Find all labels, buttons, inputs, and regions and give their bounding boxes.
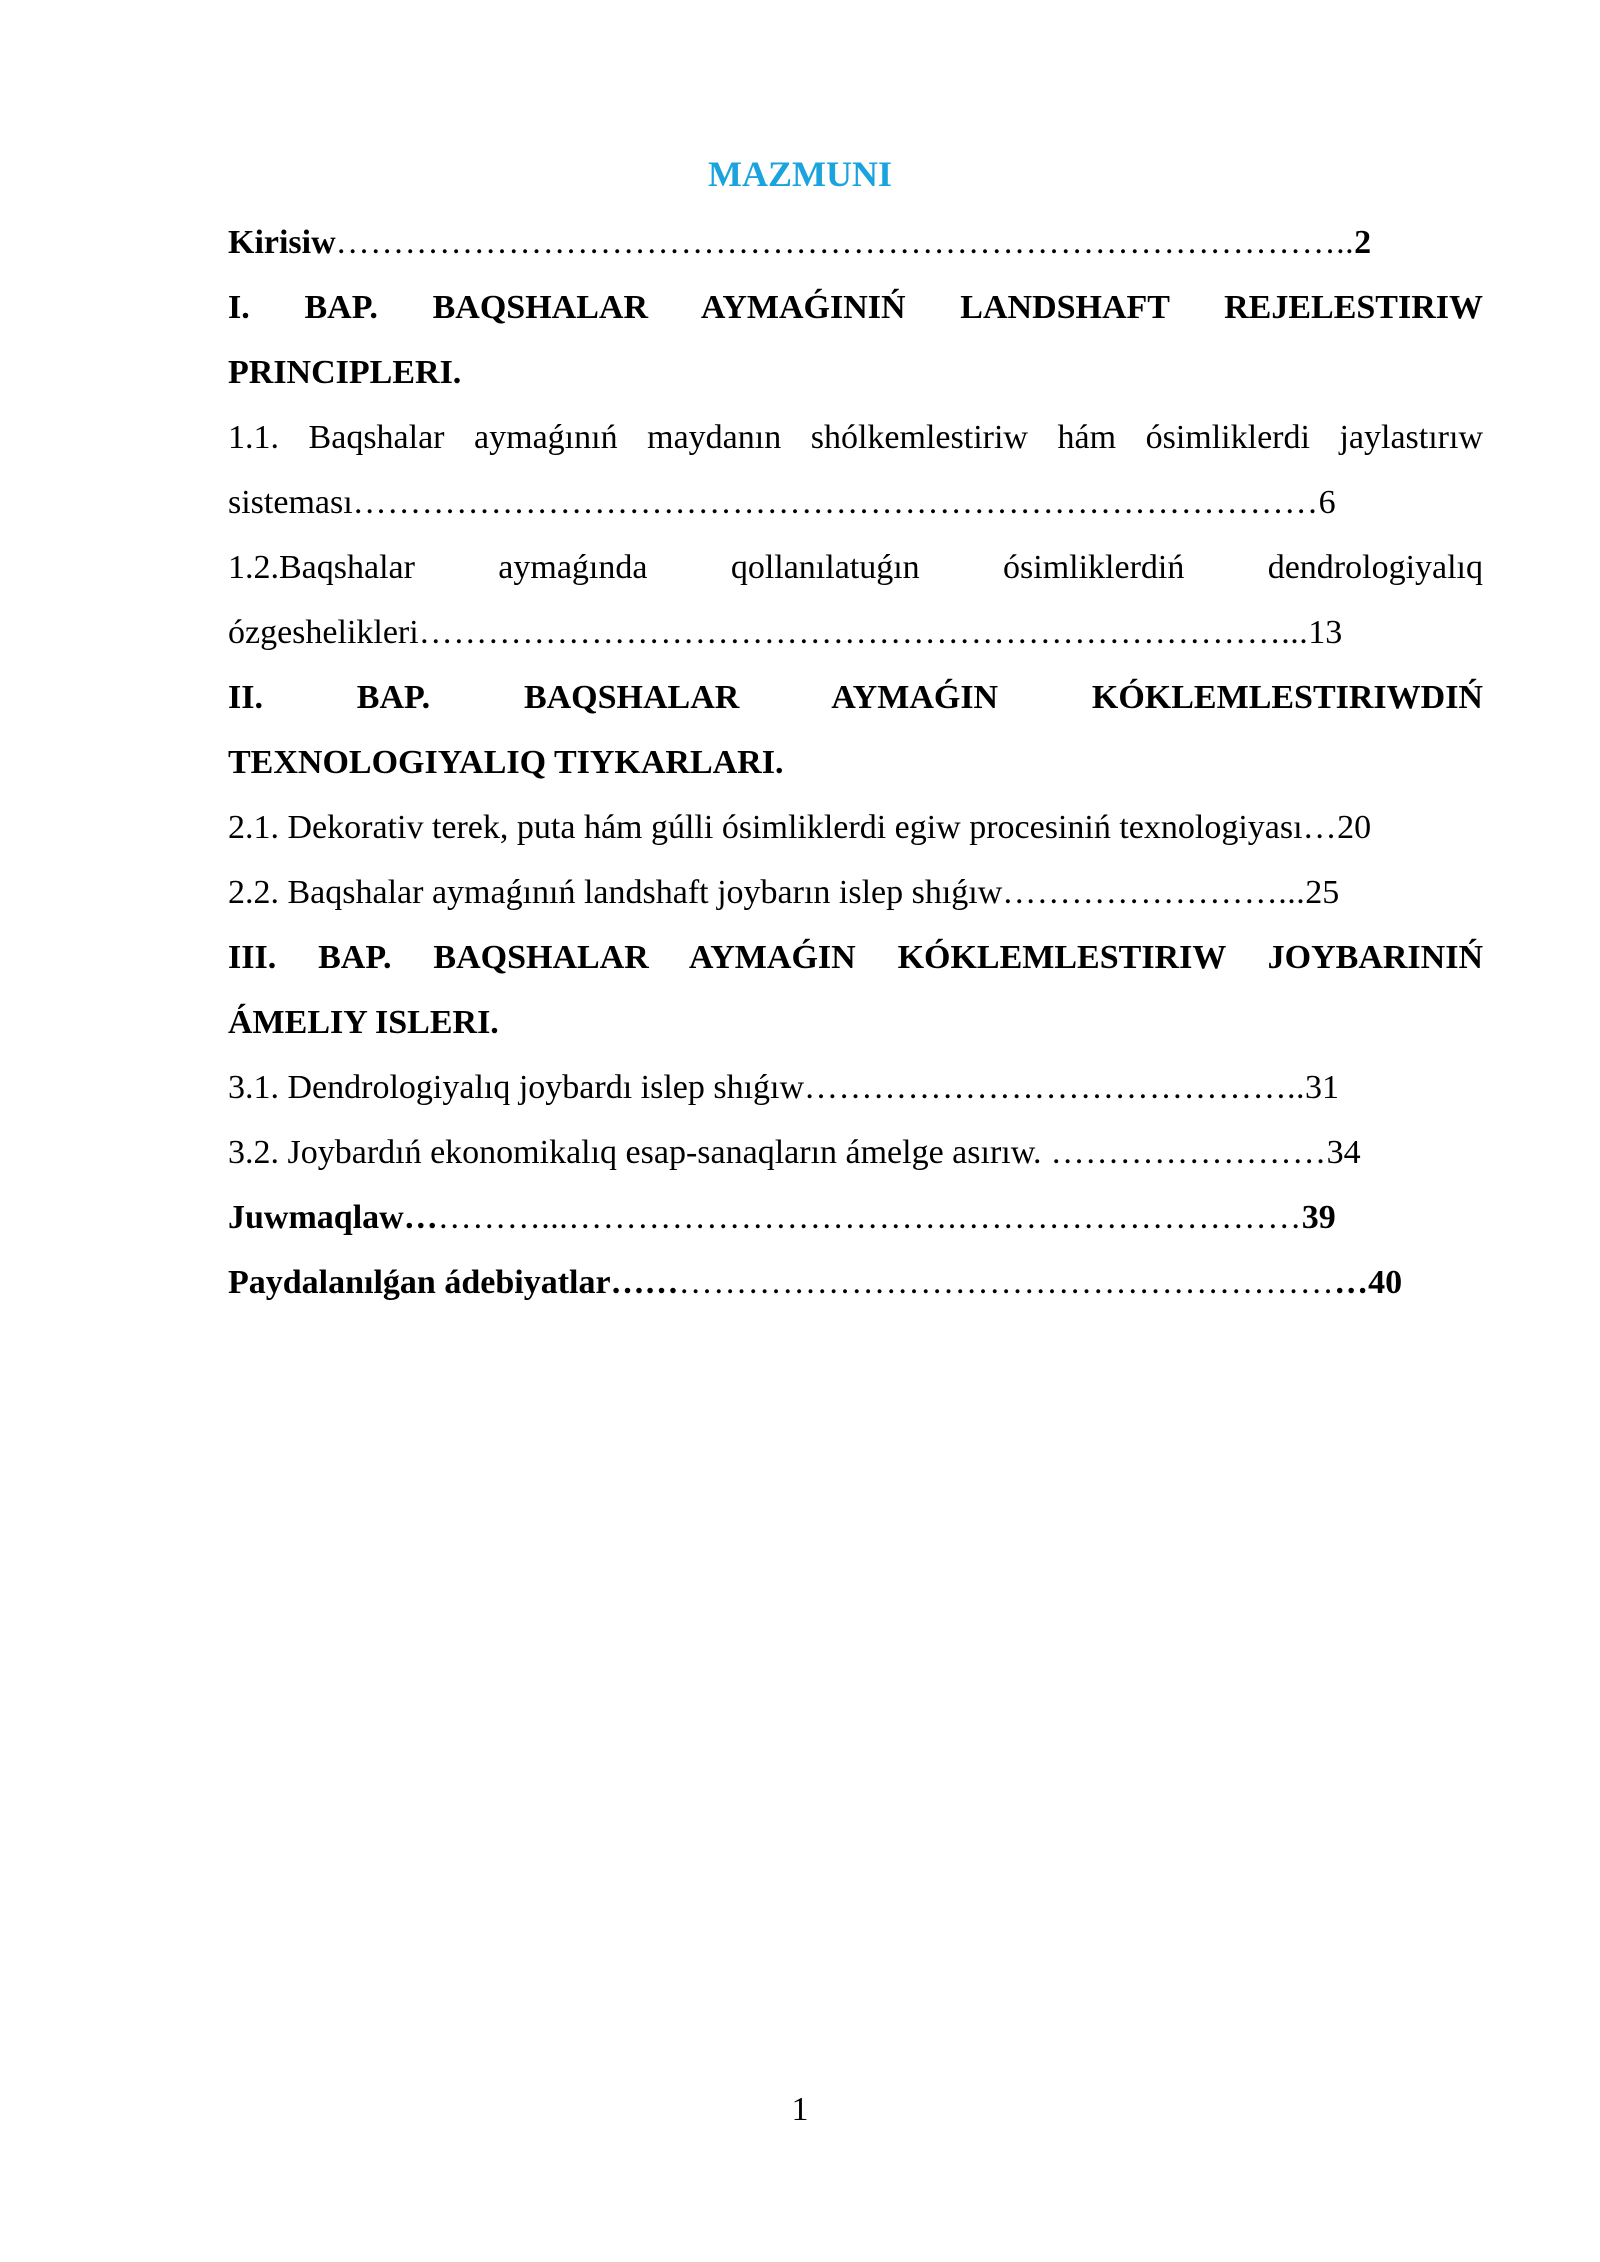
page-number: 1 <box>791 2091 809 2128</box>
toc-page-number: 34 <box>1326 1134 1361 1171</box>
toc-title: MAZMUNI <box>708 154 892 194</box>
toc-chapter-3-heading-cont: ÁMELIY ISLERI. <box>228 1004 499 1041</box>
toc-entry-2-2[interactable] <box>228 860 1483 925</box>
toc-entry-text: Paydalanılǵan ádebiyatlar…… <box>228 1264 679 1301</box>
toc-leader-dots: …………………………………….. <box>804 1069 1306 1106</box>
toc-chapter-1-heading[interactable]: I. BAP. BAQSHALAR AYMAǴINIŃ LANDSHAFT REJELESTIRIW <box>228 289 1483 326</box>
toc-entry-text: 3.1. Dendrologiyalıq joybardı islep shıǵıw <box>228 1069 805 1106</box>
toc-entry-references[interactable] <box>228 1250 1483 1315</box>
toc-entry-text: sisteması <box>228 484 353 521</box>
toc-page-number: 2 <box>1354 224 1372 261</box>
toc-entry-1-1-cont <box>228 470 1483 535</box>
toc-entry-3-2[interactable] <box>228 1120 1483 1185</box>
toc-leader-dots: ………………………………………………………………………… <box>352 484 1319 521</box>
toc-entry-text: 3.2. Joybardıń ekonomikalıq esap-sanaqların ámelge asırıw. <box>228 1134 1042 1171</box>
toc-page-number: 13 <box>1308 614 1343 651</box>
toc-entry-1-1[interactable]: 1.1. Baqshalar aymaǵınıń maydanın shólkemlestiriw hám ósimliklerdi jaylastırıw <box>228 419 1483 456</box>
toc-page-number: 6 <box>1318 484 1336 521</box>
toc-page-number: …40 <box>1334 1264 1403 1301</box>
toc-entry-text: ózgeshelikleri <box>228 614 419 651</box>
toc-entry-text: Kirisiw <box>228 224 336 261</box>
toc-page-number: 20 <box>1337 809 1372 846</box>
toc-leader-dots: … <box>1302 809 1338 846</box>
toc-leader-dots: ………...…………………………….………………………… <box>437 1199 1302 1236</box>
toc-entry-text: 2.1. Dekorativ terek, puta hám gúlli ósimliklerdi egiw procesiniń texnologiyası <box>228 809 1303 846</box>
toc-entry-text: 2.2. Baqshalar aymaǵınıń landshaft joybarın islep shıǵıw <box>228 874 1003 911</box>
toc-entry-3-1[interactable] <box>228 1055 1483 1120</box>
toc-entry-1-2[interactable]: 1.2.Baqshalar aymaǵında qollanılatuǵın ósimliklerdiń dendrologiyalıq <box>228 549 1483 586</box>
toc-chapter-2-heading-cont: TEXNOLOGIYALIQ TIYKARLARI. <box>228 744 784 781</box>
toc-entry-conclusion[interactable] <box>228 1185 1483 1250</box>
toc-entry-1-2-cont <box>228 600 1483 665</box>
table-of-contents <box>228 210 1483 1315</box>
toc-entry-2-1[interactable] <box>228 795 1483 860</box>
toc-page-number: 25 <box>1305 874 1340 911</box>
toc-leader-dots: ……………………... <box>1002 874 1306 911</box>
toc-leader-dots: …………………………………………………………………………….. <box>335 224 1355 261</box>
toc-page-number: 31 <box>1305 1069 1340 1106</box>
toc-page-number: 39 <box>1301 1199 1336 1236</box>
toc-chapter-1-heading-cont: PRINCIPLERI. <box>228 354 462 391</box>
toc-leader-dots: …………………………………………………………………... <box>418 614 1309 651</box>
toc-leader-dots: …………………… <box>1041 1134 1327 1171</box>
toc-leader-dots: ………………………………………………… <box>678 1264 1335 1301</box>
toc-chapter-2-heading[interactable]: II. BAP. BAQSHALAR AYMAǴIN KÓKLEMLESTIRIWDIŃ <box>228 679 1483 716</box>
toc-entry-text: Juwmaqlaw… <box>228 1199 438 1236</box>
toc-chapter-3-heading[interactable]: III. BAP. BAQSHALAR AYMAǴIN KÓKLEMLESTIRIW JOYBARINIŃ <box>228 939 1483 976</box>
toc-entry-introduction[interactable] <box>228 210 1483 275</box>
